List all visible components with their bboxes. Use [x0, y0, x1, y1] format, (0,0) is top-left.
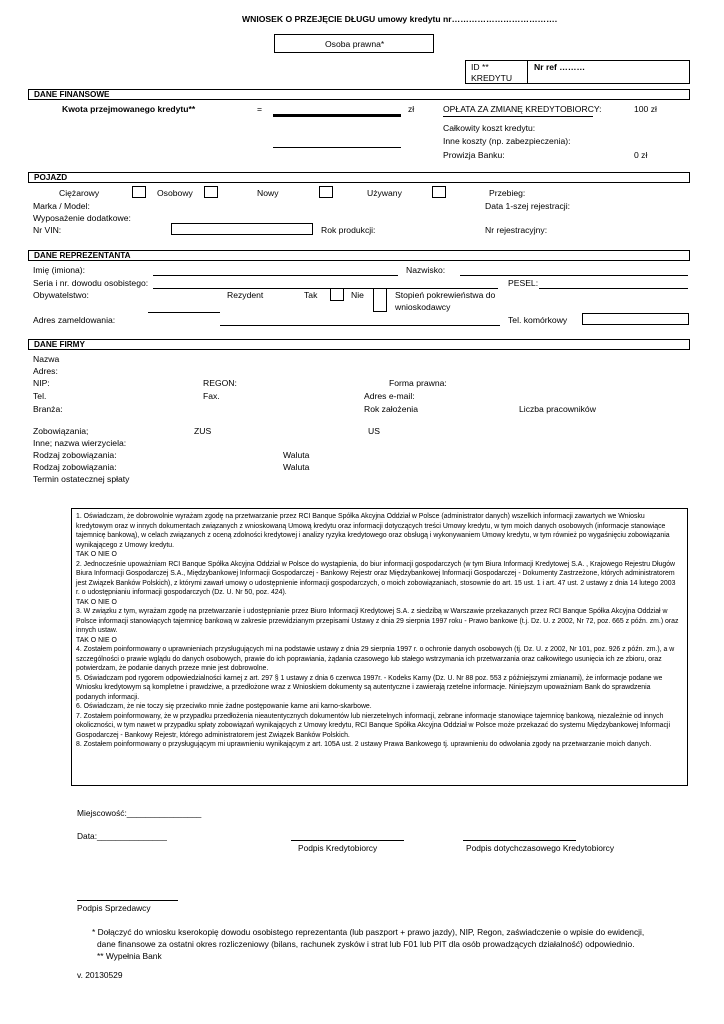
address-label: Adres zameldowania:	[33, 315, 116, 325]
production-year-label: Rok produkcji:	[321, 225, 376, 235]
declaration-8: 8. Zostałem poinformowany o przysługującym mi uprawnieniu wynikającym z art. 105A ust. 2 ustawy Prawa Bankowego tj. uprawnieniu do odwołania zgody na przetwarzanie moich danych.	[76, 741, 652, 748]
industry-label: Branża:	[33, 404, 63, 414]
pesel-input[interactable]	[539, 288, 688, 289]
company-address-label: Adres:	[33, 366, 58, 376]
last-name-label: Nazwisko:	[406, 265, 446, 275]
regon-label: REGON:	[203, 378, 237, 388]
truck-label: Ciężarowy	[59, 188, 100, 198]
founding-year-label: Rok założenia	[364, 404, 418, 414]
total-cost-label: Całkowity koszt kredytu:	[443, 123, 536, 133]
date-field[interactable]: Data:_______________	[77, 831, 167, 841]
fee-label: OPŁATA ZA ZMIANĘ KREDYTOBIORCY:	[443, 104, 602, 114]
pesel-label: PESEL:	[508, 278, 539, 288]
bank-commission-label: Prowizja Banku:	[443, 150, 505, 160]
first-name-input[interactable]	[153, 275, 398, 276]
consent-choice-1[interactable]: TAK O NIE O	[76, 551, 117, 558]
nip-label: NIP:	[33, 378, 50, 388]
declaration-1: 1. Oświadczam, że dobrowolnie wyrażam zgodę na przetwarzanie przez RCI Banque Spółka Akcyjna Oddział w Polsce (administrator danych) wszelkich informacji zawartych we Wniosku kredytowym oraz w innych dokumentach związanych z wnioskowaną Umową kredytu oraz informacji dotyczących treści Umowy kredytu, w tym moich danych osobowych (informacje stanowiące tajemnicę bankową), w celach związanych z oceną zdolności kredytowej i analizy ryzyka kredytowego oraz obsługą i wykonywaniem Umowy kredytu, w tym również po wygaśnięciu zobowiązania wynikającego z Umowy kredytu.	[76, 513, 670, 549]
footnote-financial-data: dane finansowe za ostatni okres rozliczeniowy (bilans, rachunek zysków i strat lub F01 lub PIT dla osób prowadzących działalność) odpowiednio.	[97, 939, 635, 949]
mobile-input[interactable]	[582, 313, 689, 325]
resident-yes-label: Tak	[304, 290, 318, 300]
section-vehicle: POJAZD	[28, 172, 690, 183]
citizenship-input[interactable]	[148, 312, 220, 313]
email-label: Adres e-mail:	[364, 391, 415, 401]
section-representative: DANE REPREZENTANTA	[28, 250, 690, 261]
mileage-label: Przebieg:	[489, 188, 526, 198]
borrower-signature-line[interactable]	[291, 840, 404, 841]
other-creditor-label: Inne; nazwa wierzyciela:	[33, 438, 127, 448]
zus-label: ZUS	[194, 426, 212, 436]
declaration-3: 3. W związku z tym, wyrażam zgodę na przetwarzanie i udostępnianie przez Biuro Informacji Kredytowej S.A. z siedzibą w Warszawie przekazanych przez RCI Banque Spółka Akcyjna Oddział w Polsce informacji stanowiących tajemnicę bankową w zakresie przewidzianym przepisami Ustawy z dnia 29 sierpnia 1997 roku - Prawo bankowe (t.j. Dz. U. z 2002, Nr 72, poz. 665 z późn. zm.) oraz innych ustaw.	[76, 608, 679, 634]
currency-label-2: Waluta	[283, 462, 310, 472]
declarations-box	[71, 508, 688, 786]
mobile-label: Tel. komórkowy	[508, 315, 568, 325]
vin-input[interactable]	[171, 223, 313, 235]
seller-signature-line[interactable]	[77, 900, 178, 901]
last-name-input[interactable]	[460, 275, 688, 276]
footnote-attachments: * Dołączyć do wniosku kserokopię dowodu osobistego reprezentanta (lub paszport + prawo jazdy), NIP, Regon, zaświadczenie o wpisie do ewidencji,	[92, 927, 645, 937]
liabilities-label: Zobowiązania;	[33, 426, 89, 436]
currency-label-1: Waluta	[283, 450, 310, 460]
previous-borrower-signature-line[interactable]	[463, 840, 576, 841]
truck-checkbox[interactable]	[132, 186, 146, 198]
entity-type-label: Osoba prawna*	[325, 39, 385, 49]
resident-no-checkbox[interactable]	[373, 288, 387, 312]
fee-value: 100 zł	[634, 104, 657, 114]
liability-type-label-1: Rodzaj zobowiązania:	[33, 450, 117, 460]
relationship-label-2: wnioskodawcy	[395, 302, 451, 312]
us-label: US	[368, 426, 380, 436]
relationship-label-1: Stopień pokrewieństwa do	[395, 290, 496, 300]
declaration-4: 4. Zostałem poinformowany o uprawnieniach przysługujących mi na podstawie ustawy z dnia 29 sierpnia 1997 r. o ochronie danych osobowych (tj. Dz. U. z 2002, Nr 101, poz. 926 z późn. zm.), a w szczególności o prawie wglądu do danych osobowych, prawie do ich poprawiania, żądania czasowego lub stałego wstrzymania ich przetwarzania oraz całkowitego usunięcia ich ze zbioru, oraz potwierdzam, że podanie danych przeze mnie jest dobrowolne.	[76, 646, 675, 672]
resident-label: Rezydent	[227, 290, 264, 300]
borrower-signature-label: Podpis Kredytobiorcy	[298, 843, 378, 853]
resident-no-label: Nie	[351, 290, 364, 300]
entity-type-field[interactable]	[274, 34, 434, 53]
address-input[interactable]	[220, 325, 500, 326]
liability-type-label-2: Rodzaj zobowiązania:	[33, 462, 117, 472]
declaration-7: 7. Zostałem poinformowany, że w przypadku przedłożenia nieautentycznych dokumentów lub nierzetelnych informacji, zebrane informacje stanowiące tajemnicę bankową, niezależnie od innych okoliczności, w tym nawet w przypadku spłaty zobowiązań wynikających z Umowy kredytu, RCI Banque Spółka Akcyjna Oddział w Polsce może przekazać do systemu Międzybankowej Informacji Gospodarczej - Bankowy Rejestr, którego administratorem jest Związek Banków Polskich.	[76, 712, 670, 739]
vin-label: Nr VIN:	[33, 225, 62, 235]
make-model-label: Marka / Model:	[33, 201, 90, 211]
equipment-label: Wyposażenie dodatkowe:	[33, 213, 131, 223]
consent-choice-3[interactable]: TAK O NIE O	[76, 636, 117, 644]
version-label: v. 20130529	[77, 970, 123, 980]
seller-signature-label: Podpis Sprzedawcy	[77, 903, 151, 913]
registration-number-label: Nr rejestracyjny:	[485, 225, 548, 235]
new-label: Nowy	[257, 188, 279, 198]
company-name-label: Nazwa	[33, 354, 60, 364]
first-registration-label: Data 1-szej rejestracji:	[485, 201, 571, 211]
used-checkbox[interactable]	[432, 186, 446, 198]
final-repayment-label: Termin ostatecznej spłaty	[33, 474, 130, 484]
first-name-label: Imię (imiona):	[33, 265, 86, 275]
section-financial: DANE FINANSOWE	[28, 89, 690, 100]
form-title: WNIOSEK O PRZEJĘCIE DŁUGU umowy kredytu nr……………………………….	[242, 14, 558, 24]
legal-form-label: Forma prawna:	[389, 378, 447, 388]
declaration-6: 6. Oświadczam, że nie toczy się przeciwko mnie żadne postępowanie karne ani karno-skarbowe.	[76, 703, 372, 710]
credit-id-label-2: KREDYTU	[471, 73, 513, 83]
bank-commission-value: 0 zł	[634, 150, 648, 160]
place-field[interactable]: Miejscowość:________________	[77, 808, 202, 818]
passenger-checkbox[interactable]	[204, 186, 218, 198]
bank-reference-box	[465, 60, 690, 84]
id-card-label: Seria i nr. dowodu osobistego:	[33, 278, 149, 288]
id-card-input[interactable]	[153, 288, 498, 289]
section-company: DANE FIRMY	[28, 339, 690, 350]
credit-id-cell[interactable]	[466, 61, 528, 83]
fee-underline	[443, 116, 593, 117]
new-checkbox[interactable]	[319, 186, 333, 198]
employee-count-label: Liczba pracowników	[519, 404, 596, 414]
previous-borrower-signature-label: Podpis dotychczasowego Kredytobiorcy	[466, 843, 615, 853]
currency-label: zł	[408, 104, 415, 114]
ref-number-label: Nr ref ………	[534, 62, 586, 72]
declaration-2: 2. Jednocześnie upoważniam RCI Banque Spółka Akcyjna Oddział w Polsce do wystąpienia, do biur informacji gospodarczych (w tym Biura Informacji Kredytowej S.A. , Krajowego Rejestru Długów Biura Informacji Gospodarczej S.A., Międzybankowej Informacji Gospodarczej - Bankowy Rejestr oraz Międzybankowej Informacji Gospodarczej - Dokumenty Zastrzeżone, których administratorem jest Związek Banków Polskich), z którymi zawarł umowy o udostępnienie informacji gospodarczych, o moich zobowiązaniach, stosownie do art. 15 ust. 1 i art. 47 ust. 2 ustawy z dnia 14 lutego 2003 r. o udostępnianiu informacji gospodarczych (Dz. U. Nr 50, poz. 424).	[76, 560, 676, 596]
equals-sign: =	[257, 104, 263, 114]
amount-line-2[interactable]	[273, 147, 401, 148]
credit-id-label-1: ID **	[471, 62, 489, 72]
resident-yes-checkbox[interactable]	[330, 288, 344, 301]
passenger-label: Osobowy	[157, 188, 193, 198]
credit-amount-input[interactable]	[273, 114, 401, 117]
other-costs-label: Inne koszty (np. zabezpieczenia):	[443, 136, 571, 146]
consent-choice-2[interactable]: TAK O NIE O	[76, 598, 117, 606]
phone-label: Tel.	[33, 391, 47, 401]
citizenship-label: Obywatelstwo:	[33, 290, 89, 300]
fax-label: Fax.	[203, 391, 220, 401]
footnote-bank: ** Wypełnia Bank	[97, 951, 162, 961]
used-label: Używany	[367, 188, 402, 198]
declaration-5: 5. Oświadczam pod rygorem odpowiedzialności karnej z art. 297 § 1 ustawy z dnia 6 czerwca 1997r. - Kodeks Karny (Dz. U. Nr 88 poz. 553 z późniejszymi zmianami), że informacje podane we Wniosku kredytowym są kompletne i prawdziwe, a przedłożone wraz z Wnioskiem dokumenty są autentyczne i zawierają rzetelne informacje. Niniejszym upoważniam Bank do sprawdzenia podanych informacji.	[76, 674, 663, 701]
credit-amount-label: Kwota przejmowanego kredytu**	[62, 104, 196, 114]
